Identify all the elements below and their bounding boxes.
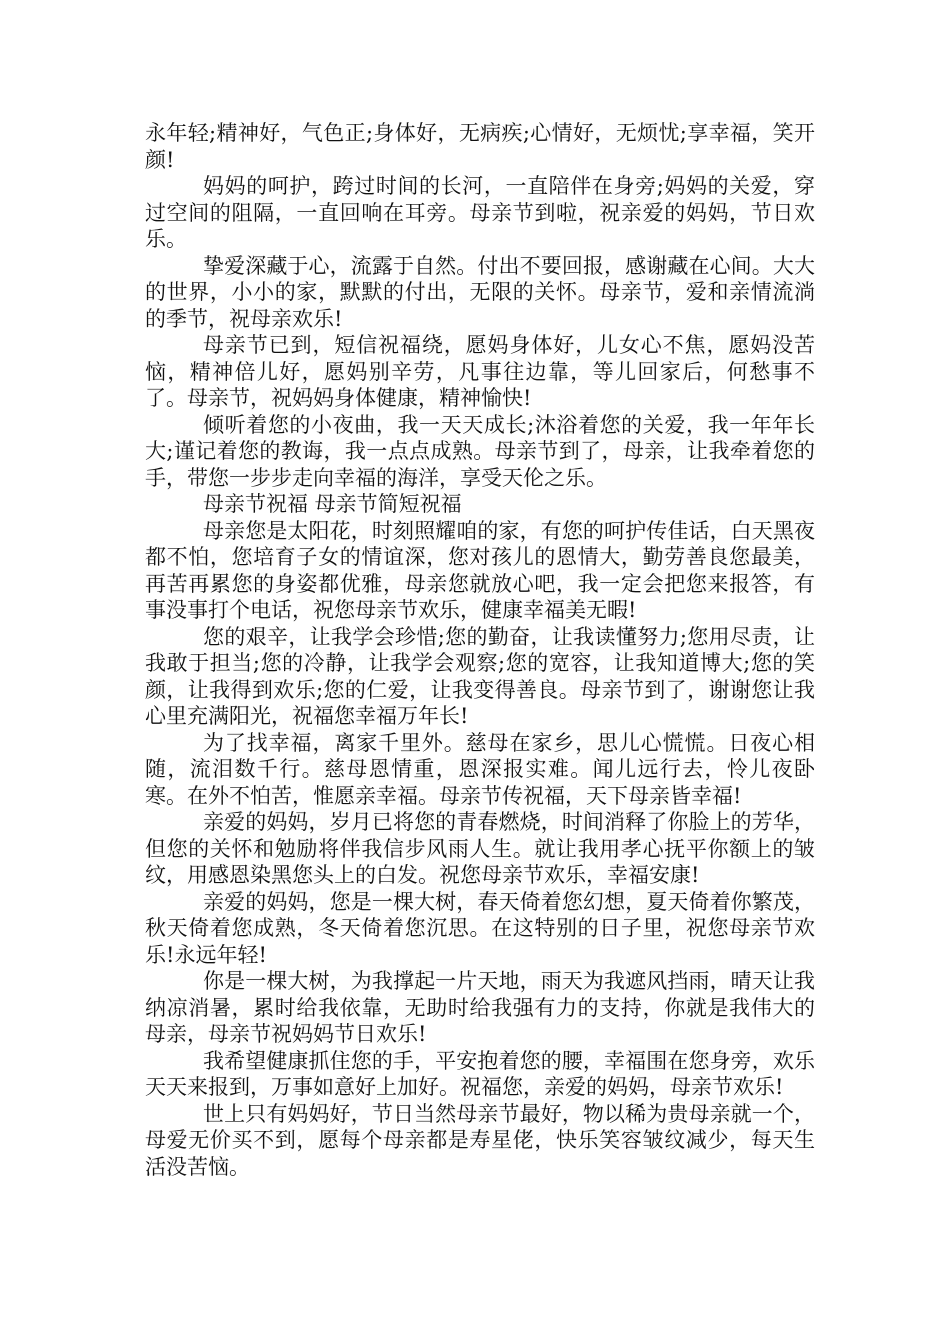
paragraph-11: 你是一棵大树，为我撑起一片天地，雨天为我遮风挡雨，晴天让我纳凉消暑，累时给我依靠，无助时给我强有力的支持，你就是我伟大的母亲，母亲节祝妈妈节日欢乐! — [145, 969, 815, 1046]
paragraph-1: 永年轻;精神好，气色正;身体好，无病疾;心情好，无烦忧;享幸福，笑开颜! — [145, 121, 815, 172]
paragraph-7: 您的艰辛，让我学会珍惜;您的勤奋，让我读懂努力;您用尽责，让我敢于担当;您的冷静，让我学会观察;您的宽容，让我知道博大;您的笑颜，让我得到欢乐;您的仁爱，让我变得善良。母亲节到了，谢谢您让我心里充满阳光，祝福您幸福万年长! — [145, 624, 815, 728]
paragraph-8: 为了找幸福，离家千里外。慈母在家乡，思儿心慌慌。日夜心相随，流泪数千行。慈母恩情重，恩深报实难。闻儿远行去，怜儿夜卧寒。在外不怕苦，惟愿亲幸福。母亲节传祝福，天下母亲皆幸福! — [145, 730, 815, 808]
paragraph-9: 亲爱的妈妈，岁月已将您的青春燃烧，时间消释了你脸上的芳华，但您的关怀和勉励将伴我信步风雨人生。就让我用孝心抚平你额上的皱纹，用感恩染黑您头上的白发。祝您母亲节欢乐，幸福安康! — [145, 810, 815, 887]
paragraph-2: 妈妈的呵护，跨过时间的长河，一直陪伴在身旁;妈妈的关爱，穿过空间的阻隔，一直回响在耳旁。母亲节到啦，祝亲爱的妈妈，节日欢乐。 — [145, 174, 815, 251]
paragraph-10: 亲爱的妈妈，您是一棵大树，春天倚着您幻想，夏天倚着你繁茂，秋天倚着您成熟，冬天倚着您沉思。在这特别的日子里，祝您母亲节欢乐!永远年轻! — [145, 889, 815, 967]
paragraph-5: 倾听着您的小夜曲，我一天天成长;沐浴着您的关爱，我一年年长大;谨记着您的教诲，我一点点成熟。母亲节到了，母亲，让我牵着您的手，带您一步步走向幸福的海洋，享受天伦之乐。 — [145, 412, 815, 490]
document-body — [145, 120, 815, 1180]
paragraph-12: 我希望健康抓住您的手，平安抱着您的腰，幸福围在您身旁，欢乐天天来报到，万事如意好上加好。祝福您，亲爱的妈妈，母亲节欢乐! — [145, 1048, 815, 1099]
paragraph-13: 世上只有妈妈好，节日当然母亲节最好，物以稀为贵母亲就一个，母爱无价买不到，愿每个母亲都是寿星佬，快乐笑容皱纹减少，每天生活没苦恼。 — [145, 1101, 815, 1179]
paragraph-4: 母亲节已到，短信祝福绕，愿妈身体好，儿女心不焦，愿妈没苦恼，精神倍儿好，愿妈别辛劳，凡事往边靠，等儿回家后，何愁事不了。母亲节，祝妈妈身体健康，精神愉快! — [145, 333, 815, 410]
section-heading: 母亲节祝福 母亲节简短祝福 — [203, 492, 462, 516]
paragraph-3: 挚爱深藏于心，流露于自然。付出不要回报，感谢藏在心间。大大的世界，小小的家，默默的付出，无限的关怀。母亲节，爱和亲情流淌的季节，祝母亲欢乐! — [145, 253, 815, 331]
paragraph-6: 母亲您是太阳花，时刻照耀咱的家，有您的呵护传佳话，白天黑夜都不怕，您培育子女的情谊深，您对孩儿的恩情大，勤劳善良您最美，再苦再累您的身姿都优雅，母亲您就放心吧，我一定会把您来报答，有事没事打个电话，祝您母亲节欢乐，健康幸福美无暇! — [145, 518, 815, 622]
